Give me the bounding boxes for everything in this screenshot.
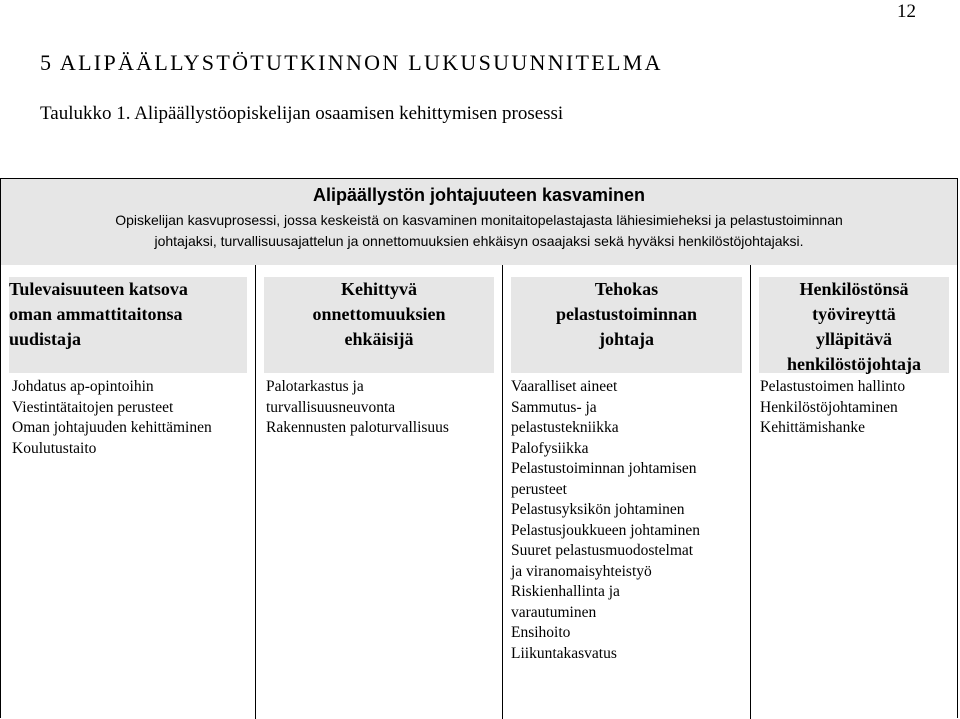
list-item: Ensihoito	[511, 624, 571, 641]
heading-line: onnettomuuksien	[312, 304, 446, 324]
description-line: johtajaksi, turvallisuusajattelun ja onnettomuuksien ehkäisyn osaajaksi sekä hyväksi henkilöstöjohtajaksi.	[154, 233, 804, 249]
column-heading	[264, 277, 494, 373]
list-item: Pelastusyksikön johtaminen	[511, 501, 685, 518]
description-line: Opiskelijan kasvuprosessi, jossa keskeistä on kasvaminen monitaitopelastajasta lähiesimieheksi ja pelastustoiminnan	[115, 212, 843, 228]
column-hr-leader	[751, 265, 957, 719]
table-header-title: Alipäällystön johtajuuteen kasvaminen	[312, 185, 646, 205]
list-item: Koulutustaito	[12, 439, 97, 457]
process-table	[0, 178, 958, 718]
list-item: Pelastustoimen hallinto	[760, 378, 906, 395]
list-item: ja viranomaisyhteistyö	[511, 562, 652, 580]
column-items	[760, 377, 953, 439]
list-item: Sammutus- ja	[511, 398, 597, 416]
heading-line: henkilöstöjohtaja	[786, 354, 921, 374]
heading-line: ehkäisijä	[344, 329, 414, 349]
list-item: Palofysiikka	[511, 439, 589, 457]
table-caption: Taulukko 1. Alipäällystöopiskelijan osaamisen kehittymisen prosessi	[40, 103, 564, 124]
heading-line: työvireyttä	[812, 304, 896, 324]
column-items	[511, 377, 746, 664]
list-item: Riskienhallinta ja	[511, 583, 620, 600]
heading-line: uudistaja	[9, 329, 82, 349]
list-item: Johdatus ap-opintoihin	[12, 378, 154, 395]
heading-line: Tehokas	[594, 279, 659, 299]
heading-line: Henkilöstönsä	[799, 279, 909, 299]
heading-line: pelastustoiminnan	[555, 304, 698, 324]
list-item: Suuret pelastusmuodostelmat	[511, 542, 694, 559]
heading-line: Kehittyvä	[341, 279, 417, 299]
list-item: Kehittämishanke	[760, 419, 866, 436]
page-number: 12	[897, 1, 916, 22]
list-item: Henkilöstöjohtaminen	[760, 398, 898, 416]
column-items	[266, 377, 498, 439]
column-items	[12, 377, 251, 459]
heading-line: ylläpitävä	[815, 329, 892, 349]
column-rescue-leader	[503, 265, 750, 719]
table-header-panel	[1, 179, 957, 265]
list-item: turvallisuusneuvonta	[266, 398, 396, 416]
list-item: perusteet	[511, 480, 567, 498]
section-heading: 5 ALIPÄÄLLYSTÖTUTKINNON LUKUSUUNNITELMA	[40, 50, 663, 75]
list-item: Pelastusjoukkueen johtaminen	[511, 521, 700, 539]
heading-line: Tulevaisuuteen katsova	[9, 279, 188, 299]
heading-line: johtaja	[599, 329, 654, 349]
list-item: varautuminen	[511, 603, 597, 621]
heading-line: oman ammattitaitonsa	[9, 304, 183, 324]
list-item: Palotarkastus ja	[266, 378, 364, 395]
list-item: pelastustekniikka	[511, 419, 619, 436]
list-item: Viestintätaitojen perusteet	[12, 398, 174, 416]
column-renewer	[1, 265, 255, 719]
table-header-description	[11, 210, 947, 252]
column-heading	[9, 277, 247, 373]
list-item: Liikuntakasvatus	[511, 644, 617, 662]
list-item: Oman johtajuuden kehittäminen	[12, 419, 212, 436]
column-heading	[759, 277, 949, 373]
list-item: Vaaralliset aineet	[511, 378, 618, 395]
list-item: Pelastustoiminnan johtamisen	[511, 460, 697, 477]
list-item: Rakennusten paloturvallisuus	[266, 419, 449, 436]
column-prevention	[256, 265, 502, 719]
column-heading	[511, 277, 742, 373]
